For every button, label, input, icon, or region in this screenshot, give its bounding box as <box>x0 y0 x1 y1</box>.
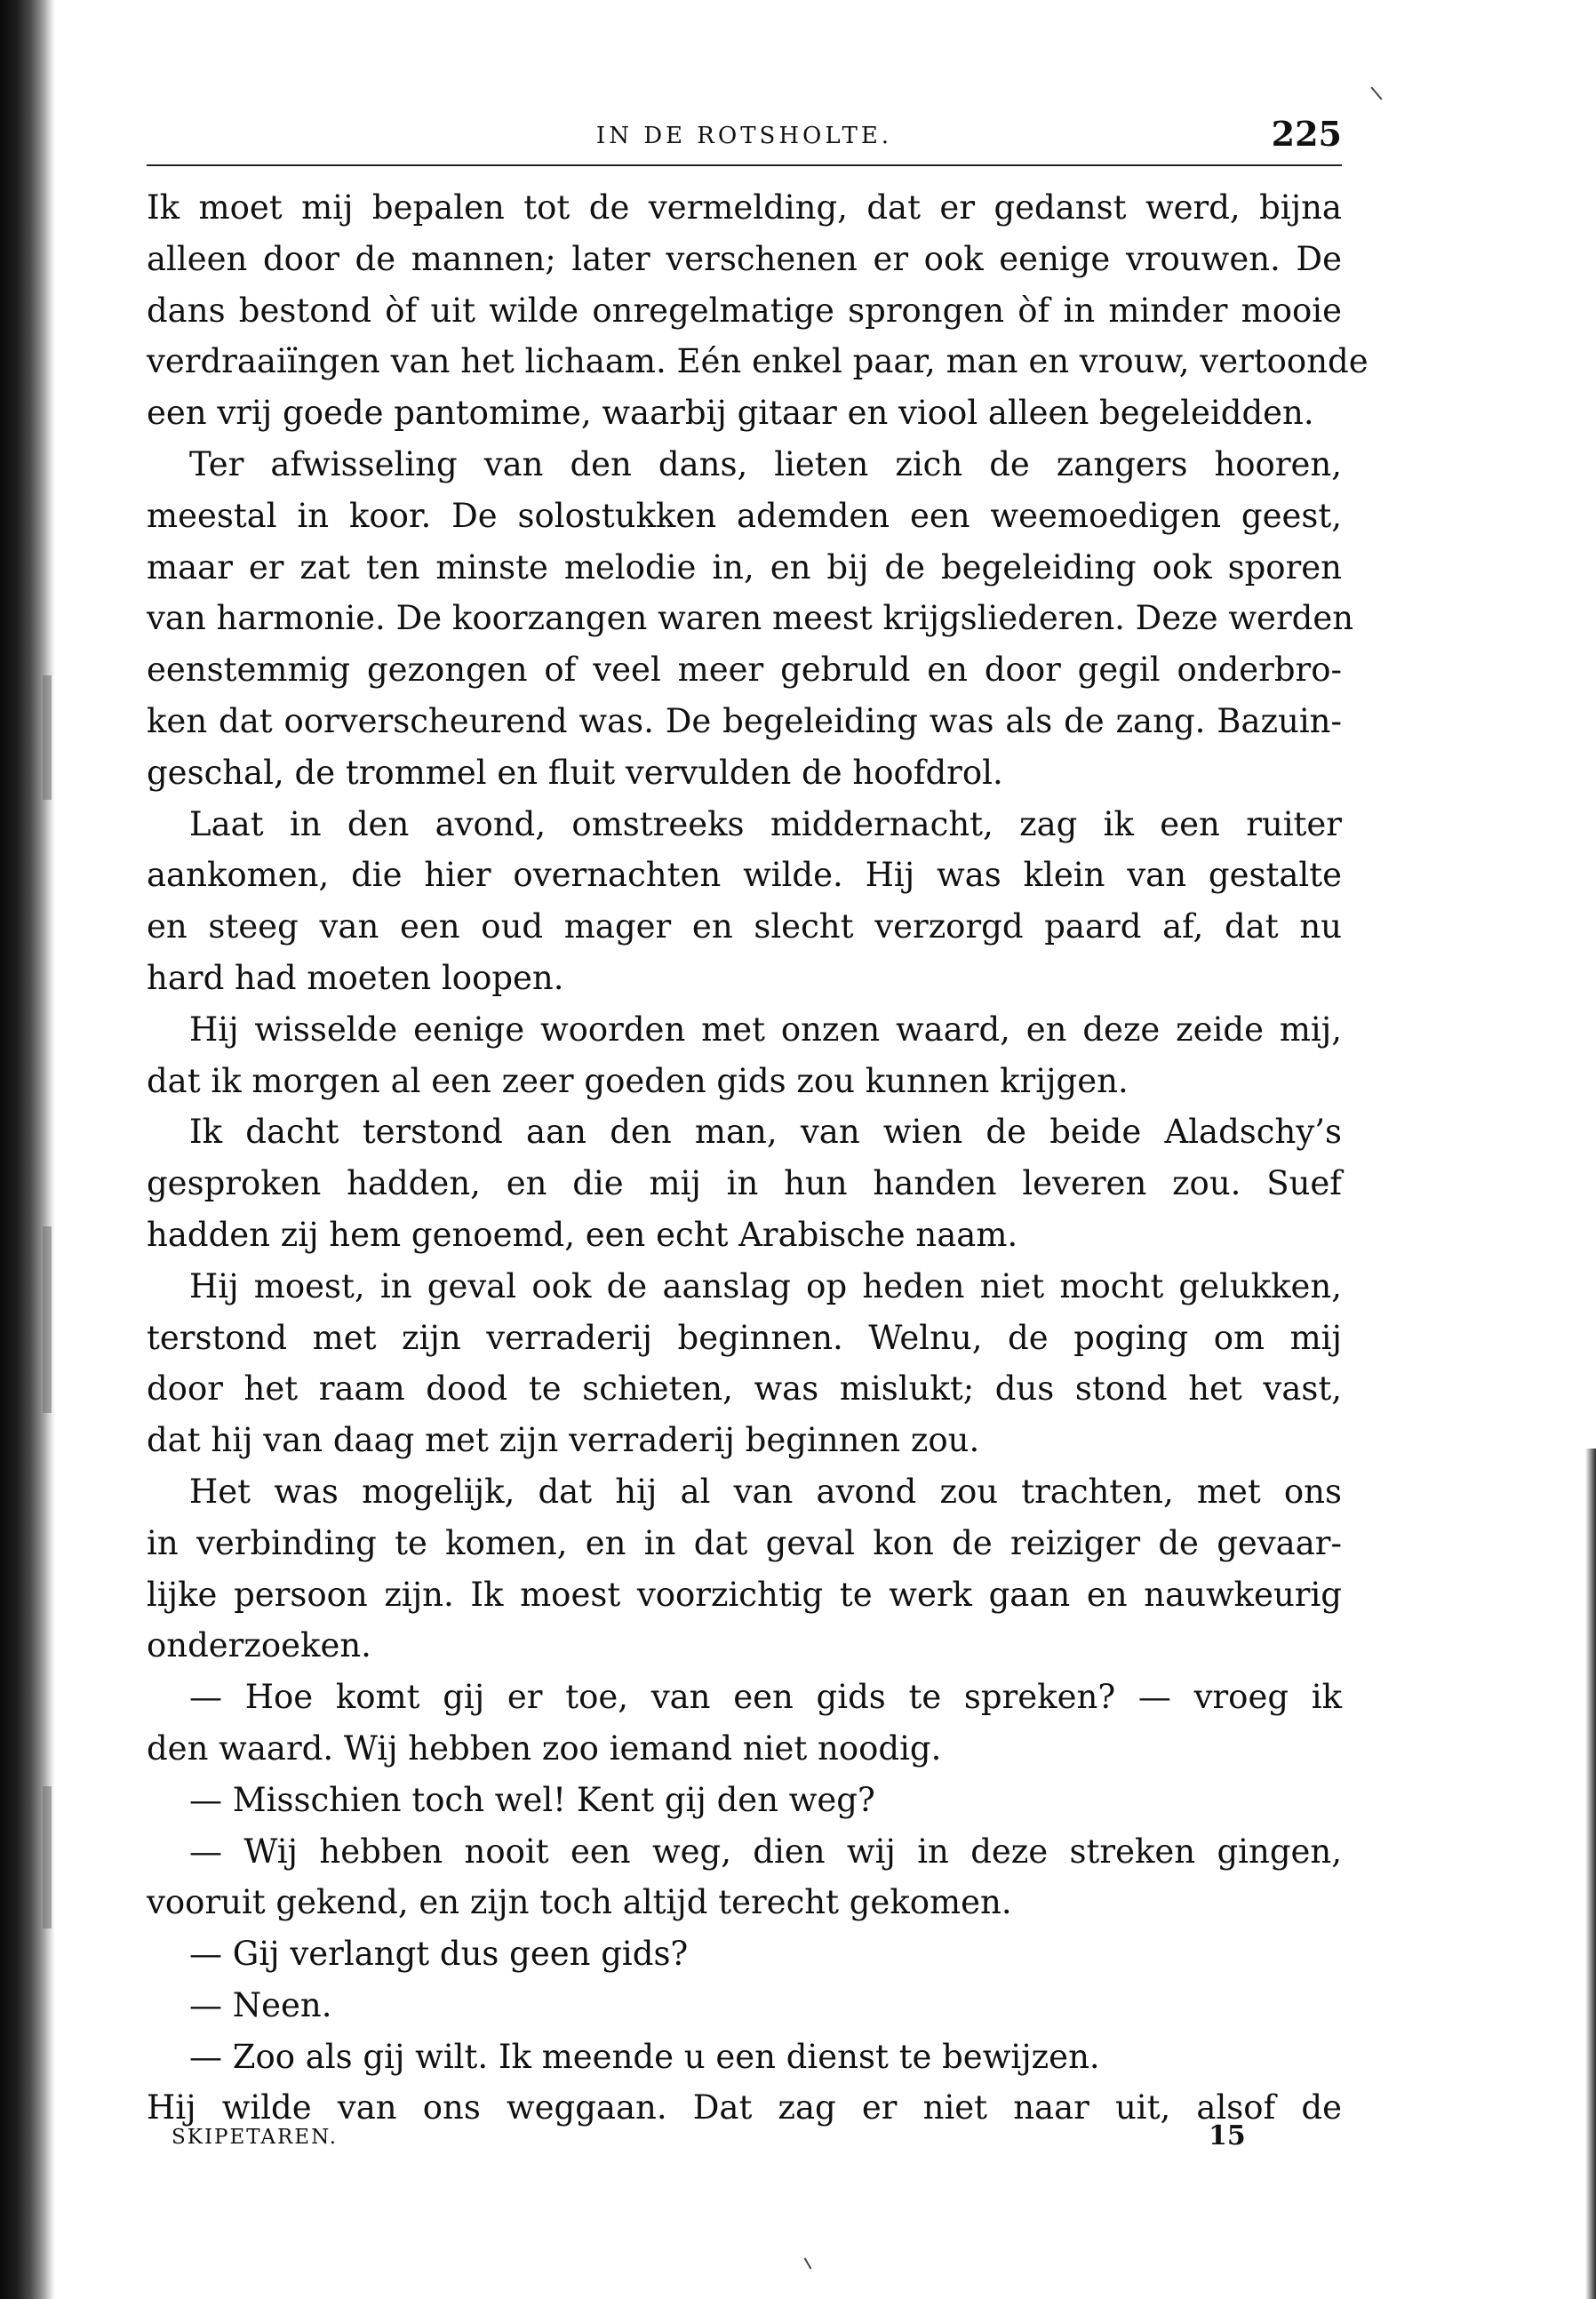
text-line: een vrij goede pantomime, waarbij gitaar en viool alleen begeleidden. <box>147 394 1314 433</box>
header-rule <box>147 164 1342 166</box>
book-spine-shadow <box>0 0 55 2299</box>
text-line: alleen door de mannen; later verschenen er ook eenige vrouwen. De <box>147 239 1342 278</box>
text-line: terstond met zijn verraderij beginnen. Welnu, de poging om mij <box>147 1318 1342 1357</box>
page-number: 225 <box>1271 114 1342 154</box>
text-line: eenstemmig gezongen of veel meer gebruld en door gegil onderbro- <box>147 651 1342 690</box>
text-line: aankomen, die hier overnachten wilde. Hij was klein van gestalte <box>147 856 1342 895</box>
text-line: in verbinding te komen, en in dat geval kon de reiziger de gevaar- <box>147 1523 1342 1562</box>
text-line: door het raam dood te schieten, was mislukt; dus stond het vast, <box>147 1369 1342 1409</box>
text-line: geschal, de trommel en fluit vervulden de hoofdrol. <box>147 753 1003 792</box>
signature-mark: SKIPETAREN. <box>172 2126 339 2149</box>
spine-speck <box>43 1786 52 1928</box>
text-line: Hij moest, in geval ook de aanslag op heden niet mocht gelukken, <box>189 1266 1342 1305</box>
text-line: lijke persoon zijn. Ik moest voorzichtig te werk gaan en nauwkeurig <box>147 1575 1342 1614</box>
text-line: Laat in den avond, omstreeks middernacht, zag ik een ruiter <box>189 804 1342 843</box>
text-line: Hij wisselde eenige woorden met onzen waard, en deze zeide mij, <box>189 1010 1342 1049</box>
scan-mark <box>804 2257 812 2269</box>
text-line: verdraaiïngen van het lichaam. Eén enkel paar, man en vrouw, vertoonde <box>147 342 1369 381</box>
scan-mark <box>1370 86 1382 100</box>
text-line: hard had moeten loopen. <box>147 958 564 997</box>
text-line: maar er zat ten minste melodie in, en bij de begeleiding ook sporen <box>147 547 1342 587</box>
text-line: — Wij hebben nooit een weg, dien wij in deze streken gingen, <box>189 1832 1342 1871</box>
text-line: Ik moet mij bepalen tot de vermelding, dat er gedanst werd, bijna <box>147 188 1342 227</box>
text-line: — Misschien toch wel! Kent gij den weg? <box>189 1780 875 1819</box>
text-line: Ter afwisseling van den dans, lieten zich de zangers hooren, <box>189 444 1342 483</box>
text-line: gesproken hadden, en die mij in hun handen leveren zou. Suef <box>147 1164 1342 1203</box>
text-line: Het was mogelijk, dat hij al van avond zou trachten, met ons <box>189 1472 1342 1511</box>
text-line: — Zoo als gij wilt. Ik meende u een dienst te bewijzen. <box>189 2037 1100 2076</box>
text-line: onderzoeken. <box>147 1626 371 1665</box>
text-line: dat ik morgen al een zeer goeden gids zou kunnen krijgen. <box>147 1061 1129 1100</box>
text-line: dat hij van daag met zijn verraderij beginnen zou. <box>147 1421 980 1460</box>
text-line: meestal in koor. De solostukken ademden een weemoedigen geest, <box>147 496 1342 535</box>
spine-speck <box>43 1226 52 1413</box>
body-text <box>147 182 1369 2134</box>
text-line: en steeg van een oud mager en slecht verzorgd paard af, dat nu <box>147 907 1342 946</box>
text-line: dans bestond òf uit wilde onregelmatige sprongen òf in minder mooie <box>147 291 1342 330</box>
text-line: — Neen. <box>189 1985 332 2024</box>
running-title: IN DE ROTSHOLTE. <box>595 123 893 149</box>
spine-speck <box>43 675 52 800</box>
text-line: — Gij verlangt dus geen gids? <box>189 1935 689 1974</box>
text-line: ken dat oorverscheurend was. De begeleiding was als de zang. Bazuin- <box>147 701 1342 740</box>
text-line: Ik dacht terstond aan den man, van wien de beide Aladschy’s <box>189 1113 1342 1152</box>
text-line: Hij wilde van ons weggaan. Dat zag er niet naar uit, alsof de <box>147 2088 1342 2127</box>
text-line: den waard. Wij hebben zoo iemand niet noodig. <box>147 1728 942 1768</box>
text-line: hadden zij hem genoemd, een echt Arabische naam. <box>147 1215 1018 1254</box>
text-line: vooruit gekend, en zijn toch altijd terecht gekomen. <box>147 1883 1012 1922</box>
text-line: — Hoe komt gij er toe, van een gids te spreken? — vroeg ik <box>189 1678 1342 1717</box>
sheet-number: 15 <box>1209 2120 1246 2151</box>
page-footer <box>147 2120 1342 2156</box>
running-header <box>147 114 1342 160</box>
page-edge-shadow <box>1585 1449 1596 2299</box>
text-line: van harmonie. De koorzangen waren meest krijgsliederen. Deze werden <box>147 599 1354 638</box>
